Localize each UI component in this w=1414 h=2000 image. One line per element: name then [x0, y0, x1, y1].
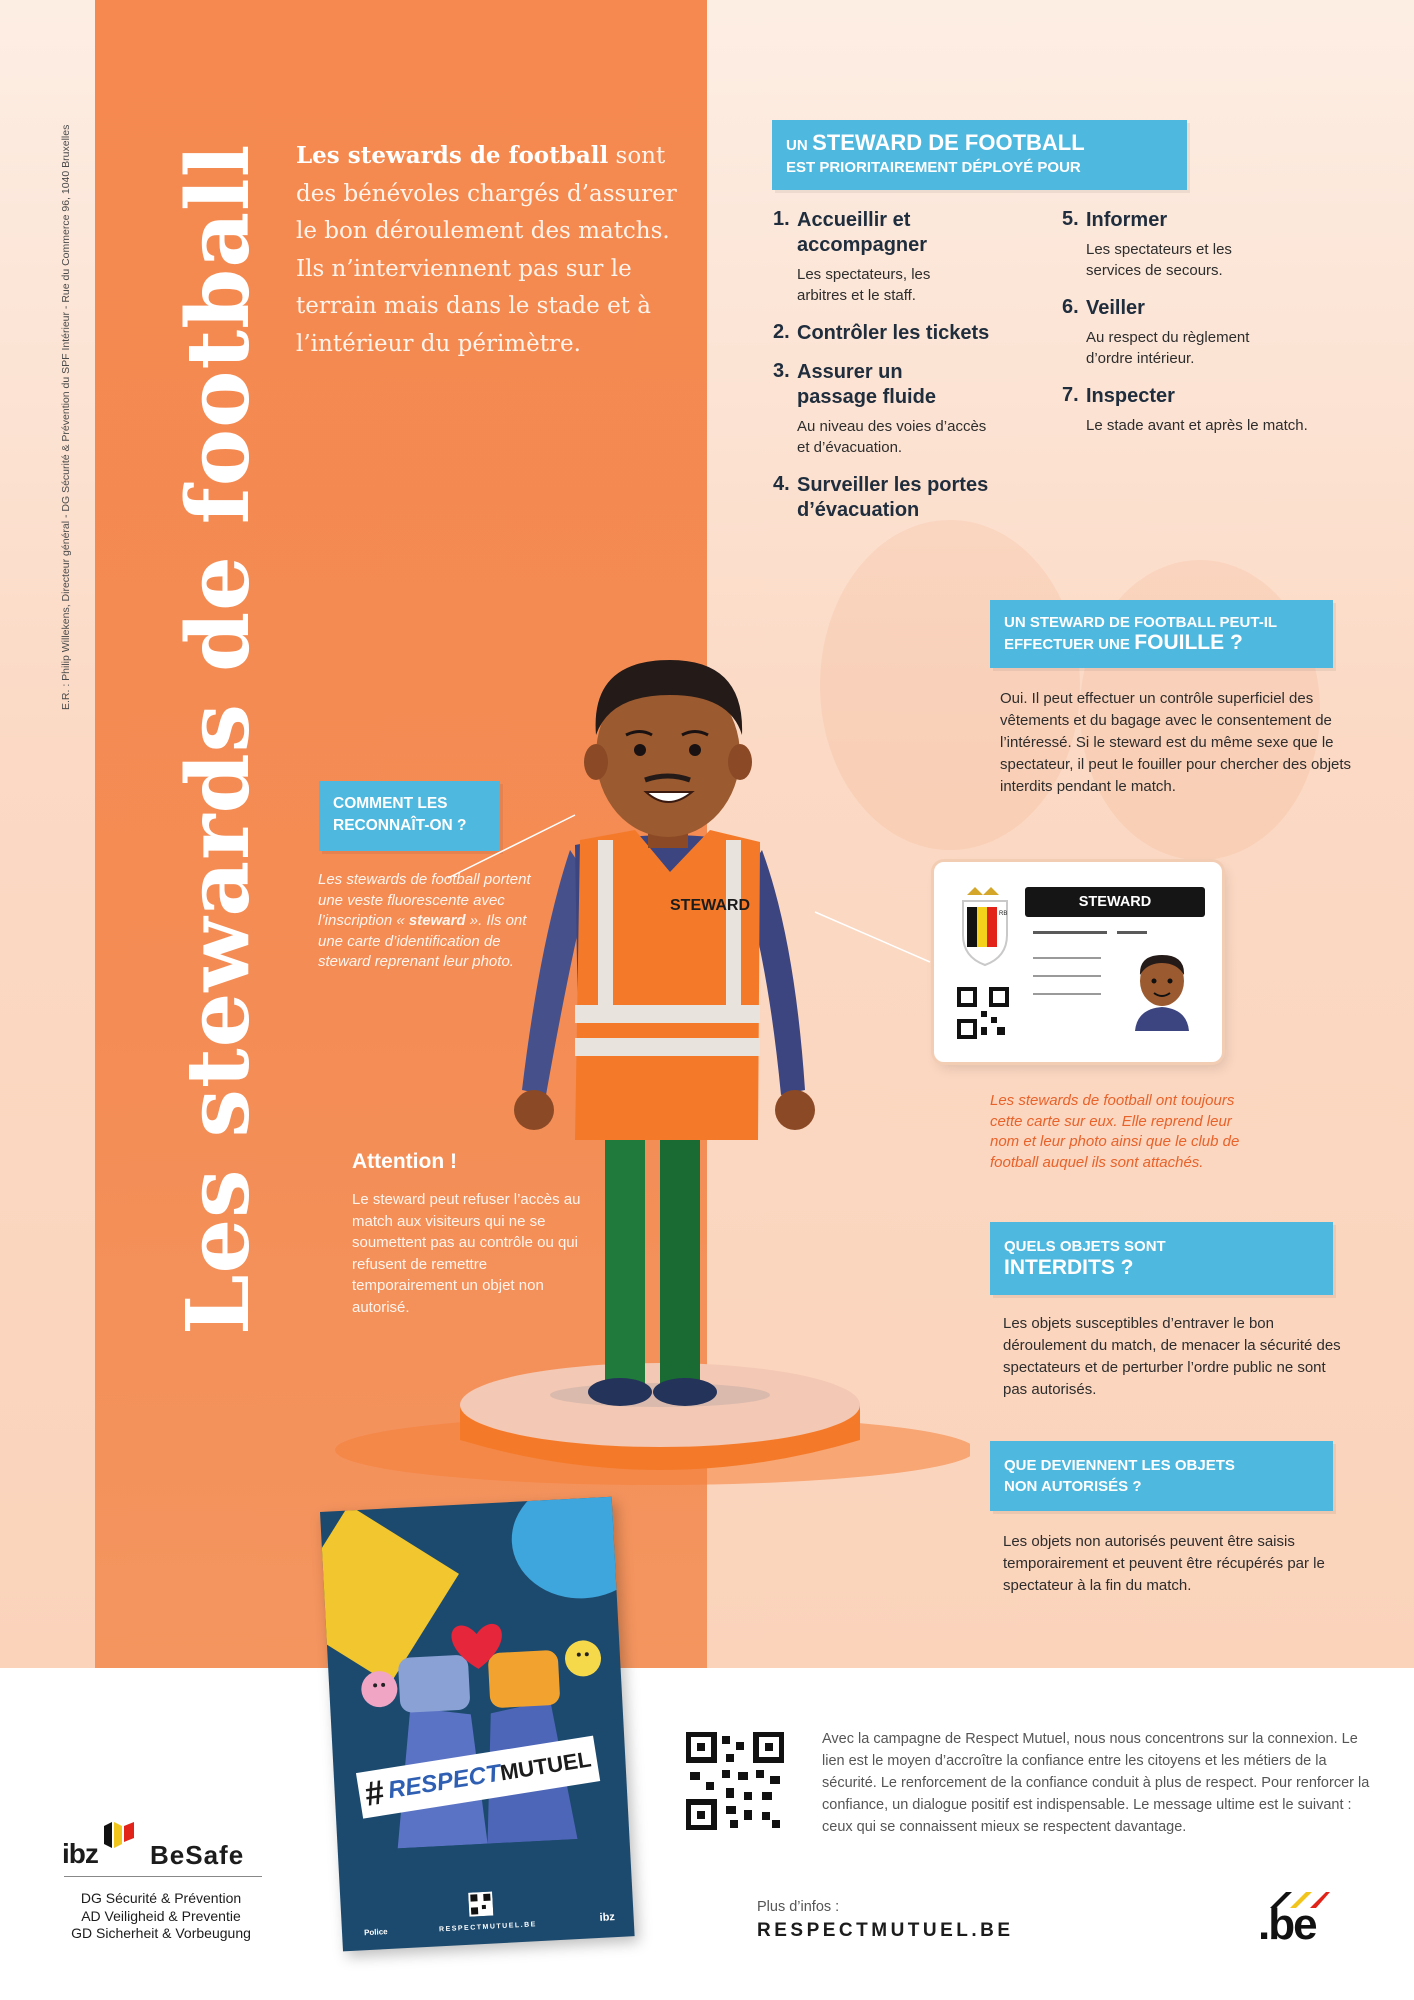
missions-tag-large: STEWARD DE FOOTBALL [812, 130, 1085, 155]
interdits-tag-small: QUELS OBJETS SONT [1004, 1238, 1166, 1255]
left-leg [605, 1120, 645, 1390]
reconnaitre-tag-line2: RECONNAÎT-ON ? [333, 817, 467, 834]
right-shoe [653, 1378, 717, 1406]
dg-lines [56, 1890, 266, 1943]
campaign-qr-icon [686, 1732, 784, 1830]
attention-text: Le steward peut refuser l’accès au match aux visiteurs qui ne se soumettent pas au contrôle ou qui refusent de remettre temporairement un objet non autorisé. [352, 1191, 581, 1316]
poster-url: RESPECTMUTUEL.BE [438, 1921, 538, 1934]
poster-qr-icon [468, 1892, 493, 1917]
dg-line-nl: AD Veiligheid & Preventie [81, 1907, 241, 1924]
left-shoe [588, 1378, 652, 1406]
fouille-tag-large: FOUILLE ? [1134, 631, 1243, 654]
publisher-imprint: E.R. : Philip Willekens, Directeur général - DG Sécurité & Prévention du SPF Intérieur - Rue du Commerce 96, 1040 Bruxelles [60, 124, 72, 710]
ibz-wordmark: ibz [62, 1838, 98, 1869]
fouille-text: Oui. Il peut effectuer un contrôle superficiel des vêtements et du bagage avec le consentement de l’intéressé. Si le steward est du même sexe que le spectateur, il peut le fouiller pour chercher des objets interdits pendant le match. [1000, 690, 1352, 795]
belgian-fa-crest-icon [955, 887, 1015, 967]
mission-item: 1. Accueillir et accompagner Les spectateurs, les arbitres et le staff. [773, 208, 931, 304]
besafe-wordmark: BeSafe [150, 1840, 245, 1870]
dg-line-de: GD Sicherheit & Vorbeugung [71, 1925, 251, 1941]
interdits-tag-large: INTERDITS ? [1004, 1256, 1134, 1279]
vest-strap-left [598, 840, 613, 1010]
dg-line-fr: DG Sécurité & Prévention [80, 1890, 242, 1906]
vest-label: STEWARD [670, 897, 750, 914]
campaign-poster [320, 1497, 635, 1952]
card-field-line [1033, 993, 1101, 995]
fouille-tag-line2: EFFECTUER UNE [1004, 636, 1130, 653]
reconnaitre-text: Les stewards de football portent une veste fluorescente avec l’inscription « steward ». Ils ont une carte d’identification de steward reprenant leur photo. [318, 871, 531, 970]
left-eye [634, 744, 646, 756]
missions-tag-line2: EST PRIORITAIREMENT DÉPLOYÉ POUR [786, 159, 1081, 176]
mission-item: 4. Surveiller les portes d’évacuation [773, 473, 989, 521]
card-qr-icon [957, 987, 1009, 1039]
interdits-text: Les objets susceptibles d’entraver le bon déroulement du match, de menacer la sécurité des spectateurs et de perturber l’ordre public ne sont pas autorisés. [1003, 1315, 1341, 1398]
non-autorises-tag [990, 1441, 1333, 1511]
steward-illustration [290, 640, 970, 1490]
non-autorises-tag-line2: NON AUTORISÉS ? [1004, 1478, 1142, 1495]
mission-item: 2. Contrôler les tickets [773, 321, 990, 344]
interdits-tag [990, 1222, 1333, 1295]
logo-divider [64, 1876, 262, 1877]
steward-id-card [934, 862, 1222, 1062]
page-title: Les stewards de football [168, 143, 269, 1335]
mission-item: 5. Informer Les spectateurs et les services de secours. [1062, 208, 1232, 279]
ibz-flag-icon [104, 1822, 134, 1848]
campaign-text: Avec la campagne de Respect Mutuel, nous nous concentrons sur la connexion. Le lien est le moyen d’accroître la confiance entre les citoyens et les métiers de la sécurité. Le renforcement de la confiance conduit à plus de respect. Pour renforcer la confiance, un dialogue positif est indispensable. Le message ultime est le suivant : ceux qui se connaissent mieux se respectent davantage. [822, 1731, 1370, 1835]
be-wordmark: .be [1258, 1900, 1316, 1949]
card-name-line [1117, 931, 1147, 934]
card-field-line [1033, 957, 1101, 959]
fouille-tag-line1: UN STEWARD DE FOOTBALL PEUT-IL [1004, 614, 1278, 631]
poster-hash-symbol: # [362, 1773, 387, 1814]
svg-text:RB: RB [999, 911, 1008, 917]
vest-stripe-2 [575, 1038, 760, 1056]
intro-rest: sont des bénévoles chargés d’assurer le bon déroulement des matchs. Ils n’interviennent pas sur le terrain mais dans le stade et à l’intérieur du périmètre. [296, 143, 677, 357]
poster-ibz-label: ibz [599, 1911, 616, 1924]
poster-word-respect: RESPECT [386, 1759, 503, 1805]
right-hand [775, 1090, 815, 1130]
missions-tag-prefix: UN [786, 137, 808, 154]
poster-word-mutuel: MUTUEL [498, 1746, 593, 1786]
mission-item: 3. Assurer un passage fluide Au niveau des voies d’accès et d’évacuation. [773, 360, 987, 456]
vest-strap-right [726, 840, 741, 1010]
card-field-line [1033, 975, 1101, 977]
left-hand [514, 1090, 554, 1130]
mission-item: 7. Inspecter Le stade avant et après le match. [1062, 384, 1308, 434]
attention-title: Attention ! [352, 1150, 457, 1173]
card-caption: Les stewards de football ont toujours cette carte sur eux. Elle reprend leur nom et leur photo ainsi que le club de football auquel ils sont attachés. [990, 1092, 1240, 1171]
reconnaitre-tag-line1: COMMENT LES [333, 795, 448, 812]
card-photo [1127, 941, 1197, 1031]
non-autorises-tag-line1: QUE DEVIENNENT LES OBJETS [1004, 1457, 1235, 1474]
non-autorises-text: Les objets non autorisés peuvent être saisis temporairement et peuvent être récupérés par le spectateur à la fin du match. [1003, 1533, 1325, 1594]
fouille-tag [990, 600, 1333, 668]
infos-url[interactable]: RESPECTMUTUEL.BE [757, 1920, 1014, 1941]
intro-paragraph [296, 137, 686, 363]
missions-tag [772, 120, 1187, 190]
ibz-besafe-logo [62, 1822, 272, 1880]
right-leg [660, 1120, 700, 1390]
card-name-line [1033, 931, 1107, 934]
mission-item: 6. Veiller Au respect du règlement d’ordre intérieur. [1062, 296, 1250, 367]
be-logo [1258, 1890, 1348, 1950]
poster-police-label: Police [363, 1927, 388, 1938]
card-header: STEWARD [1025, 887, 1205, 917]
right-eye [689, 744, 701, 756]
intro-bold: Les stewards de football [296, 142, 609, 169]
infos-label: Plus d’infos : [757, 1899, 840, 1915]
